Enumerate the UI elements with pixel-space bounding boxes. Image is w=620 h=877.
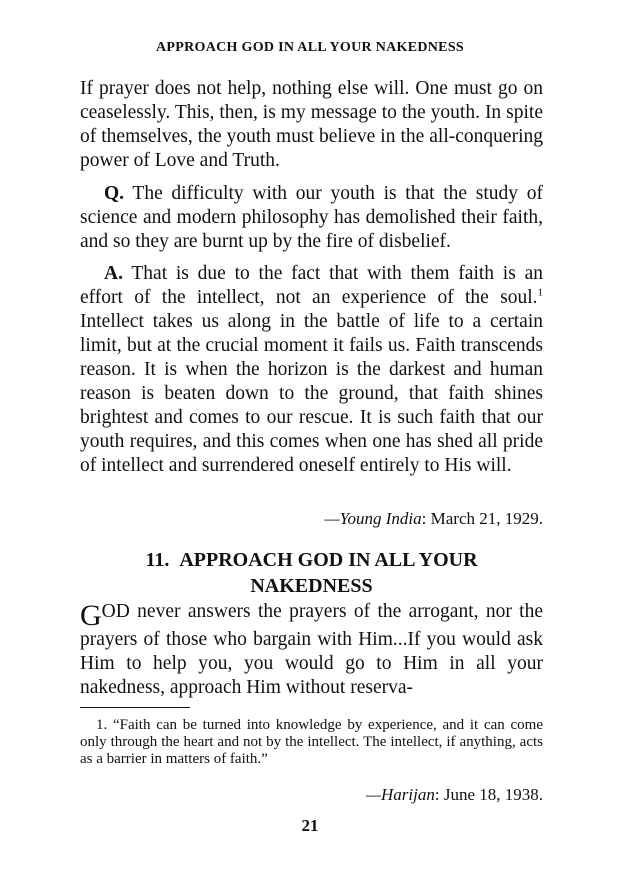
source-citation-harijan — [366, 785, 543, 805]
footnote-divider — [80, 707, 190, 708]
footnote-marker: 1. — [96, 717, 108, 733]
question-label: Q. — [104, 183, 125, 204]
chapter-opening-paragraph — [80, 600, 543, 700]
chapter-heading-line1 — [80, 547, 543, 573]
answer-paragraph — [80, 262, 543, 478]
chapter-title-line2: NAKEDNESS — [250, 575, 373, 597]
paragraph-message-to-youth — [80, 77, 543, 173]
footnote — [80, 717, 543, 768]
citation-date: : June 18, 1938. — [434, 785, 543, 804]
answer-label: A. — [104, 263, 123, 284]
chapter-title-line1: APPROACH GOD IN ALL YOUR — [179, 549, 478, 571]
answer-text-part2: Intellect takes us along in the battle of life to a certain limit, but at the crucial moment it fails us. Faith transcends reason. It is when the horizon is the darkest and human reason is beaten down to the ground, that faith shines brightest and comes to our rescue. It is such faith that our youth requires, and this comes when one has shed all pride of intellect and surrendered oneself entirely to His will. — [80, 311, 543, 476]
question-body — [80, 182, 543, 254]
answer-body — [80, 262, 543, 478]
answer-text-part1: That is due to the fact that with them faith is an effort of the intellect, not an experience of the soul. — [80, 263, 543, 308]
page-number: 21 — [301, 816, 319, 835]
citation-date: : March 21, 1929. — [421, 509, 543, 528]
opening-body — [80, 600, 543, 700]
citation-publication: —Harijan — [365, 785, 435, 804]
citation-publication: —Young India — [324, 509, 422, 528]
drop-cap: G — [80, 599, 102, 632]
opening-text: OD never answers the prayers of the arrogant, nor the prayers of those who bargain with Him...If you would ask Him to help you, you would go to Him in all your nakedness, approach Him without reserva- — [80, 601, 543, 698]
footnote-reference: 1 — [537, 286, 543, 299]
footnote-text: “Faith can be turned into knowledge by experience, and it can come only through the heart and not by the intellect. The intellect, if anything, acts as a barrier in matters of faith.” — [80, 717, 543, 767]
chapter-heading — [80, 547, 543, 599]
source-citation-young-india — [325, 509, 544, 529]
paragraph-text: If prayer does not help, nothing else will. One must go on ceaselessly. This, then, is my message to the youth. In spite of themselves, the youth must believe in the all-conquering power of Love and Truth. — [80, 78, 543, 171]
running-head: APPROACH GOD IN ALL YOUR NAKEDNESS — [156, 40, 464, 55]
chapter-number: 11. — [145, 549, 170, 571]
question-paragraph — [80, 182, 543, 254]
question-text: The difficulty with our youth is that the study of science and modern philosophy has demolished their faith, and so they are burnt up by the fire of disbelief. — [80, 183, 543, 252]
